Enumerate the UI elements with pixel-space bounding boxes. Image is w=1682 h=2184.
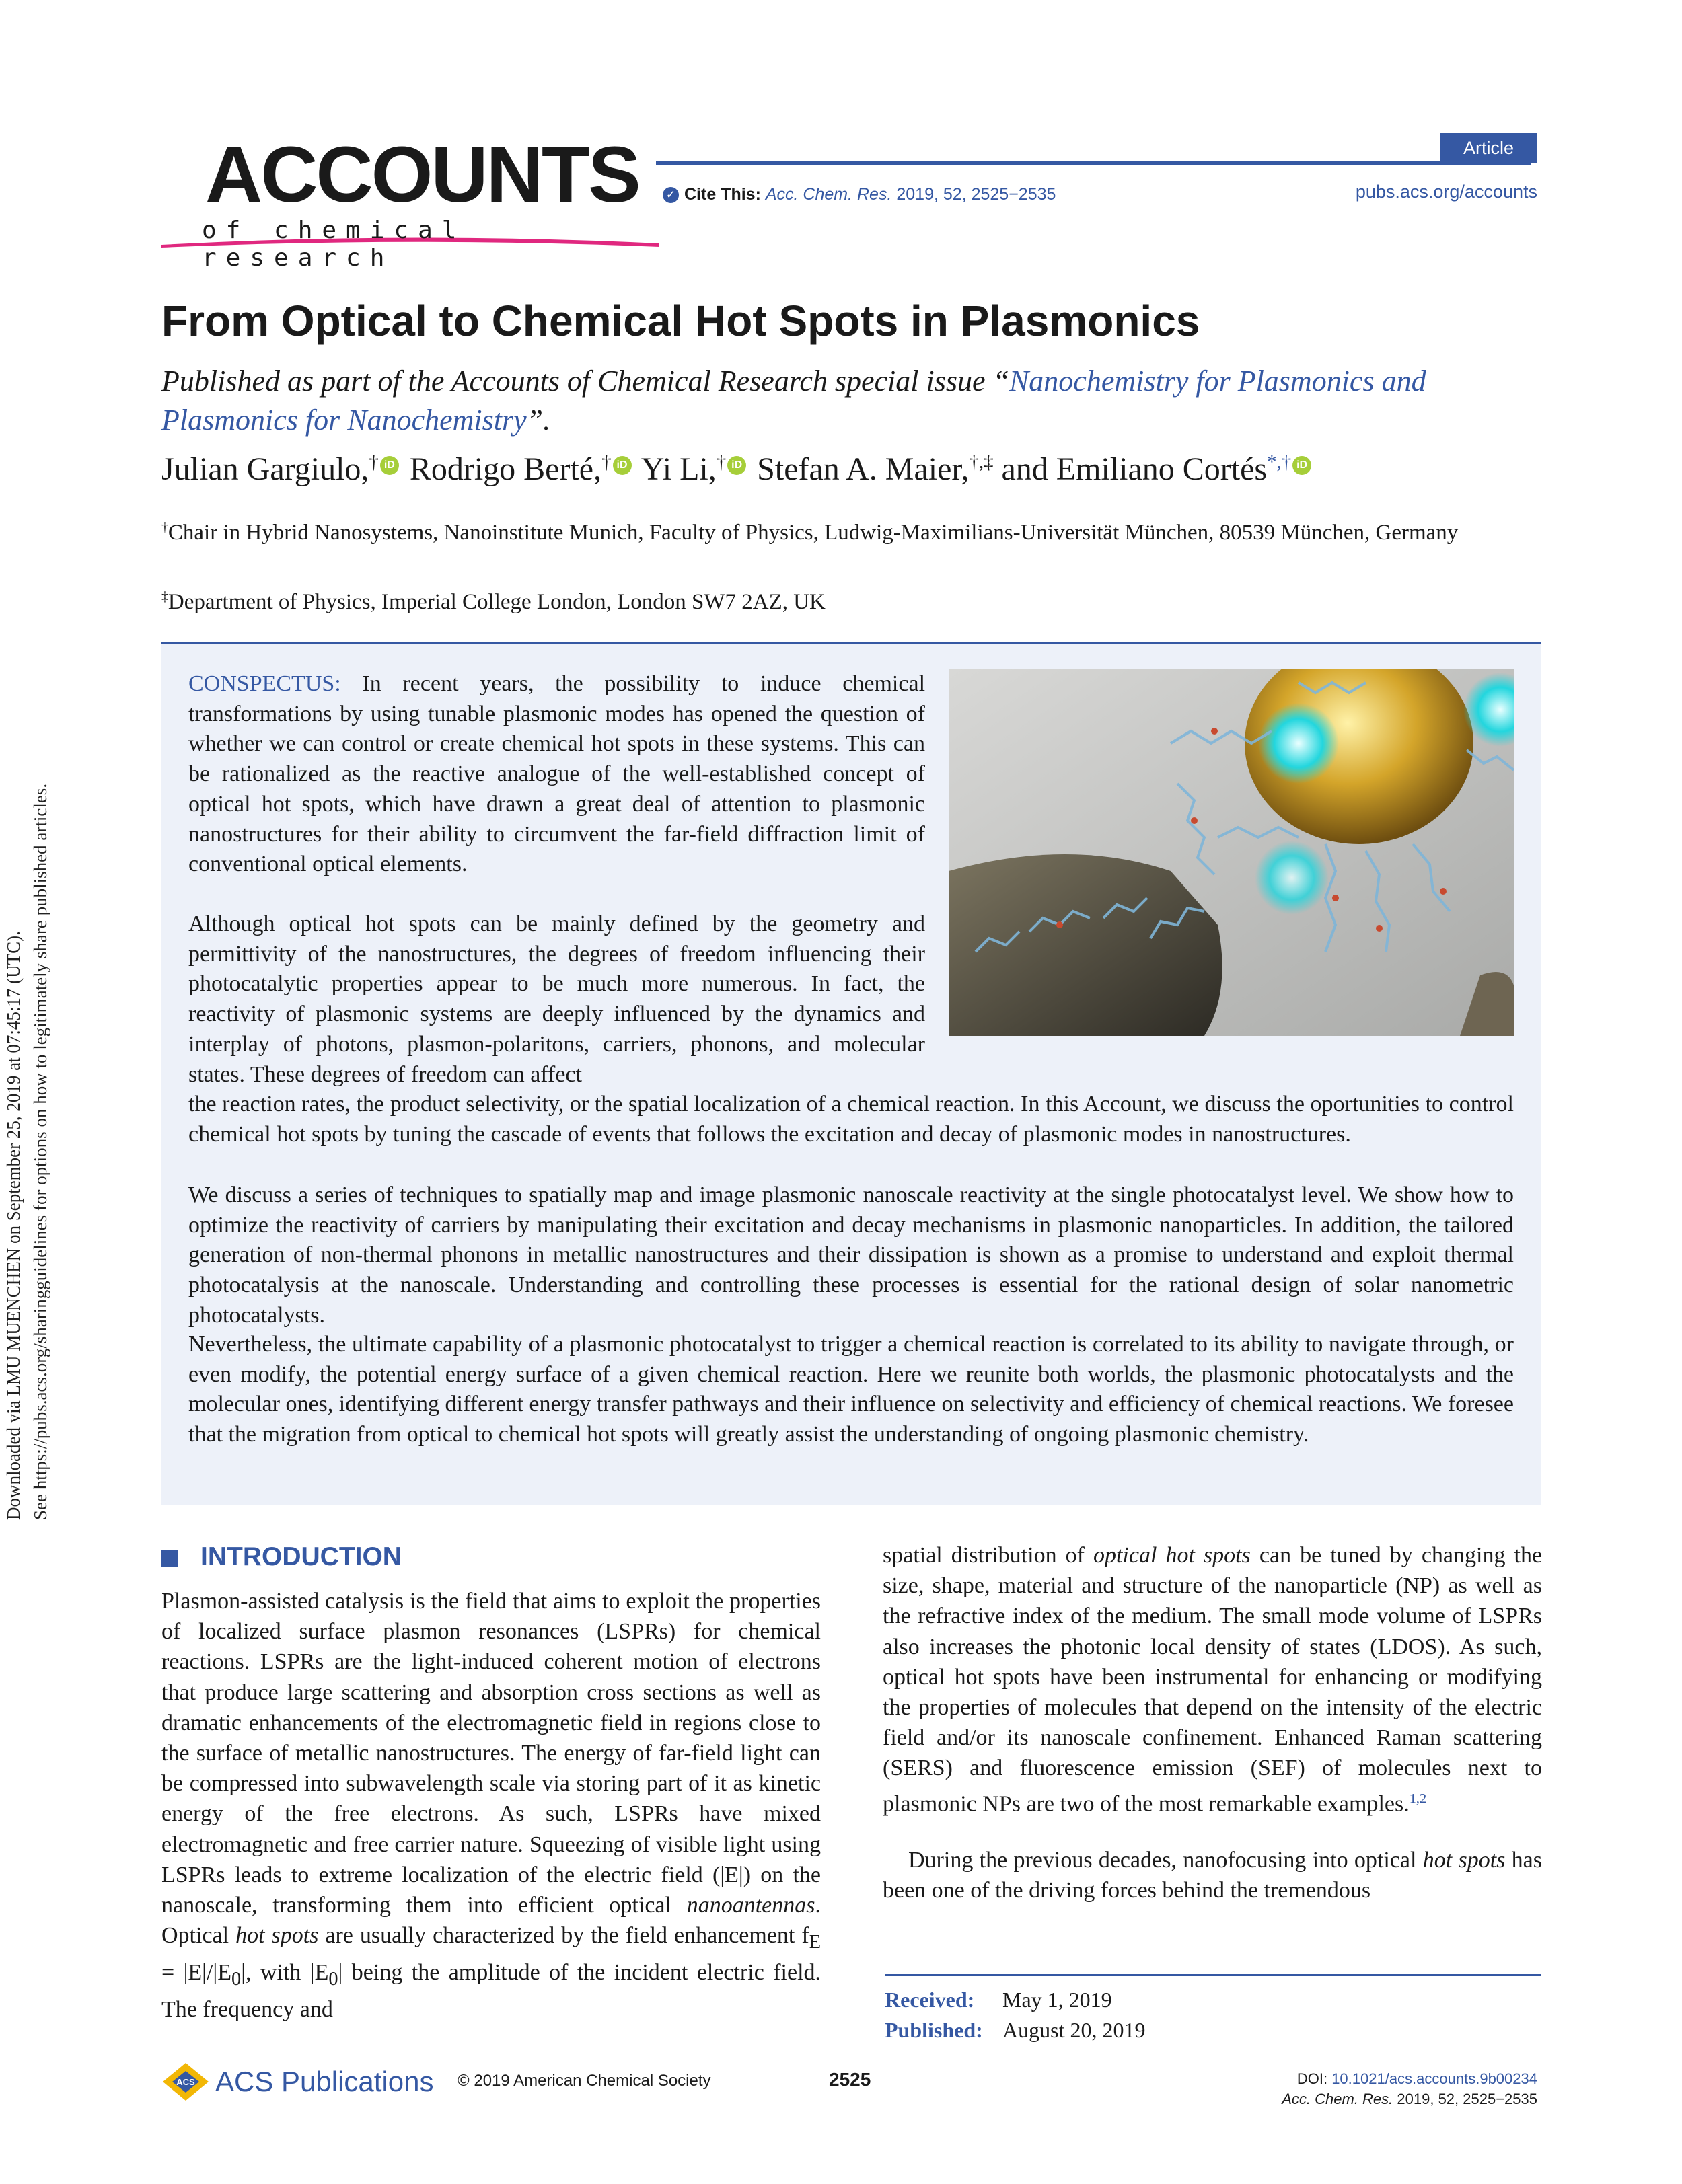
cite-journal[interactable]: Acc. Chem. Res. — [765, 185, 892, 204]
published-label: Published: — [885, 2018, 983, 2042]
intro-right-text-1: spatial distribution of — [883, 1543, 1085, 1568]
orcid-icon[interactable]: iD — [727, 456, 746, 475]
footer-citation: 2019, 52, 2525−2535 — [1397, 2091, 1537, 2107]
author-affiliation-mark: † — [601, 451, 612, 473]
conspectus-paragraph-1 — [188, 669, 925, 880]
author-name[interactable]: Stefan A. Maier, — [757, 451, 970, 487]
footer-journal: Acc. Chem. Res. — [1282, 2091, 1393, 2107]
acs-publications-text: ACS Publications — [215, 2066, 434, 2097]
doi-label: DOI: — [1296, 2070, 1328, 2087]
author-join: and — [1001, 451, 1048, 487]
affiliation — [161, 513, 1541, 548]
download-stamp — [0, 646, 61, 1520]
acs-hexagon-icon — [161, 2062, 210, 2102]
intro-right-italic-1: optical hot spots — [1093, 1543, 1251, 1568]
conspectus-paragraph-3: We discuss a series of techniques to spatially map and image plasmonic nanoscale reactivity at the single photocatalyst level. We show how to optimize the reactivity of carriers by manipulating their excitation and decay mechanisms in plasmonic nanoparticles. In addition, the tailored generation of non-thermal phonons in metallic nanostructures and their dissipation is shown as a promise to understand and exploit thermal photocatalysis at the nanoscale. Understanding and controlling these processes is essential for the rational design of solar nanometric photocatalysts. — [188, 1182, 1514, 1328]
received-value: May 1, 2019 — [1002, 1988, 1112, 2012]
reference-link[interactable]: 1,2 — [1409, 1791, 1427, 1806]
cite-volume[interactable]: 2019, 52, 2525−2535 — [896, 185, 1056, 204]
published-value: August 20, 2019 — [1002, 2018, 1146, 2042]
intro-left-sub-3: 0 — [328, 1969, 338, 1990]
author-affiliation-mark: *,† — [1267, 451, 1292, 473]
intro-right-italic-2: hot spots — [1422, 1848, 1506, 1873]
intro-left-text-2: . Optical — [161, 1893, 821, 1949]
author-name[interactable]: Yi Li, — [641, 451, 717, 487]
conspectus-label: CONSPECTUS: — [188, 671, 341, 696]
orcid-icon[interactable]: iD — [1292, 456, 1311, 475]
cite-this[interactable] — [663, 185, 1056, 204]
intro-right-text-3: During the previous decades, nanofocusing into optical — [908, 1848, 1417, 1873]
author-name[interactable]: Emiliano Cortés — [1056, 451, 1268, 487]
received-date — [885, 1988, 1112, 2012]
intro-left-text-4: = |E|/|E — [161, 1960, 232, 1986]
intro-left-italic-2: hot spots — [235, 1923, 319, 1949]
orcid-icon[interactable]: iD — [380, 456, 399, 475]
affiliation-mark: ‡ — [161, 589, 168, 604]
special-issue-note — [161, 362, 1541, 440]
journal-logo — [161, 130, 659, 272]
author-affiliation-mark: † — [369, 451, 379, 473]
section-heading-introduction — [161, 1542, 402, 1572]
intro-right-paragraph-2 — [883, 1845, 1542, 1906]
author-name[interactable]: Rodrigo Berté, — [409, 451, 602, 487]
check-icon: ✓ — [663, 187, 679, 203]
affiliation-text: Chair in Hybrid Nanosystems, Nanoinstitute Munich, Faculty of Physics, Ludwig-Maximilians-Universität München, 80539 München, Germany — [168, 521, 1459, 545]
received-label: Received: — [885, 1988, 975, 2012]
author-affiliation-mark: † — [716, 451, 727, 473]
download-stamp-line2: See https://pubs.acs.org/sharingguidelines for options on how to legitimately share published articles. — [30, 783, 50, 1520]
dates-rule — [885, 1974, 1541, 1976]
intro-left-text-3: are usually characterized by the field enhancement f — [325, 1923, 809, 1949]
toc-graphic — [949, 669, 1514, 1036]
intro-left-paragraph — [161, 1586, 821, 2025]
intro-heading-text: INTRODUCTION — [200, 1542, 402, 1571]
journal-logo-title: ACCOUNTS — [205, 130, 639, 219]
journal-logo-subtitle: of chemical research — [202, 217, 466, 272]
intro-left-text-5: |, with |E — [241, 1960, 329, 1986]
intro-right-text-4: has been one of the driving forces behind the tremendous — [883, 1848, 1542, 1904]
acs-publications-logo[interactable] — [161, 2062, 444, 2102]
article-title: From Optical to Chemical Hot Spots in Plasmonics — [161, 297, 1200, 345]
intro-right-paragraph-1 — [883, 1540, 1542, 1819]
cite-label: Cite This: — [684, 185, 761, 204]
conspectus-paragraph-2: Although optical hot spots can be mainly defined by the geometry and permittivity of the nanostructures, the degrees of freedom influencing their photocatalytic properties appear to be much more numerous. In fact, the reactivity of plasmonic systems are deeply influenced by the dynamics and interplay of photons, plasmon-polaritons, carriers, phonons, and molecular states. These degrees of freedom can affect — [188, 911, 925, 1087]
svg-text:ACS: ACS — [176, 2077, 195, 2087]
affiliation-text: Department of Physics, Imperial College London, London SW7 2AZ, UK — [168, 590, 826, 614]
intro-left-text-6: | being the amplitude of the incident electric field. The frequency and — [161, 1960, 821, 2023]
special-issue-prefix: Published as part of the Accounts of Chemical Research special issue “ — [161, 365, 1009, 398]
author-name[interactable]: Julian Gargiulo, — [161, 451, 369, 487]
published-date — [885, 2018, 1145, 2043]
intro-right-text-2: can be tuned by changing the size, shape, material and structure of the nanoparticle (NP) as well as the refractive index of the medium. The small mode volume of LSPRs also increases the photonic local density of states (LDOS). As such, optical hot spots have been instrumental for enhancing or modifying the properties of molecules that depend on the intensity of the electric field and/or its nanoscale confinement. Enhanced Raman scattering (SERS) and fluorescence emission (SEF) of molecules next to plasmonic NPs are two of the most remarkable examples. — [883, 1543, 1543, 1816]
doi-link[interactable]: 10.1021/acs.accounts.9b00234 — [1331, 2070, 1537, 2087]
conspectus-paragraph-4: Nevertheless, the ultimate capability of a plasmonic photocatalyst to trigger a chemical reaction is correlated to its ability to navigate through, or even modify, the potential energy surface of a given chemical reaction. Here we reunite both worlds, the plasmonic photocatalysts and the molecular ones, identifying different energy transfer pathways and their influence on selectivity and efficiency of chemical reactions. We foresee that the migration from optical to chemical hot spots will greatly assist the understanding of ongoing plasmonic chemistry. — [188, 1332, 1514, 1447]
article-type-badge: Article — [1440, 133, 1537, 163]
intro-left-sub-1: E — [809, 1932, 821, 1953]
download-stamp-line1: Downloaded via LMU MUENCHEN on September 25, 2019 at 07:45:17 (UTC). — [3, 931, 24, 1520]
author-affiliation-mark: †,‡ — [969, 451, 994, 473]
special-issue-suffix: ”. — [526, 404, 551, 437]
conspectus-paragraph-2-cont: the reaction rates, the product selectivity, or the spatial localization of a chemical reaction. In this Account, we discuss the oportunities to control chemical hot spots by tuning the cascade of events that follows the excitation and decay of plasmonic modes in nanostructures. — [188, 1092, 1514, 1147]
special-issue-link[interactable]: Nanochemistry for Plasmonics and Plasmonics for Nanochemistry — [161, 365, 1426, 437]
heading-square-icon — [161, 1550, 178, 1567]
author-list — [161, 451, 1314, 488]
header-rule — [656, 161, 1531, 165]
intro-left-sub-2: 0 — [231, 1969, 242, 1990]
page-number: 2525 — [829, 2069, 871, 2090]
orcid-icon[interactable]: iD — [613, 456, 632, 475]
copyright: © 2019 American Chemical Society — [458, 2072, 711, 2090]
journal-url-link[interactable]: pubs.acs.org/accounts — [1355, 182, 1537, 202]
affiliation — [161, 582, 1541, 617]
affiliation-mark: † — [161, 520, 168, 535]
intro-left-text-1: Plasmon-assisted catalysis is the field that aims to exploit the properties of localized surface plasmon resonances (LSPRs) for chemical reactions. LSPRs are the light-induced coherent motion of electrons that produce large scattering and absorption cross sections as well as dramatic enhancements of the electromagnetic field in regions close to the surface of metallic nanostructures. The energy of far-field light can be compressed into subwavelength scale via storing part of it as kinetic energy of the free electrons. As such, LSPRs have mixed electromagnetic and free carrier nature. Squeezing of visible light using LSPRs leads to extreme localization of the electric field (|E|) on the nanoscale, transforming them into efficient optical — [161, 1589, 821, 1918]
doi-block — [1282, 2069, 1537, 2109]
conspectus-text-1: In recent years, the possibility to induce chemical transformations by using tunable plasmonic modes has opened the question of whether we can control or create chemical hot spots in these systems. This can be rationalized as the reactive analogue of the well-established concept of optical hot spots, which have drawn a great deal of attention to plasmonic nanostructures for their ability to circumvent the far-field diffraction limit of conventional optical elements. — [188, 671, 926, 877]
intro-left-italic-1: nanoantennas — [686, 1893, 815, 1918]
